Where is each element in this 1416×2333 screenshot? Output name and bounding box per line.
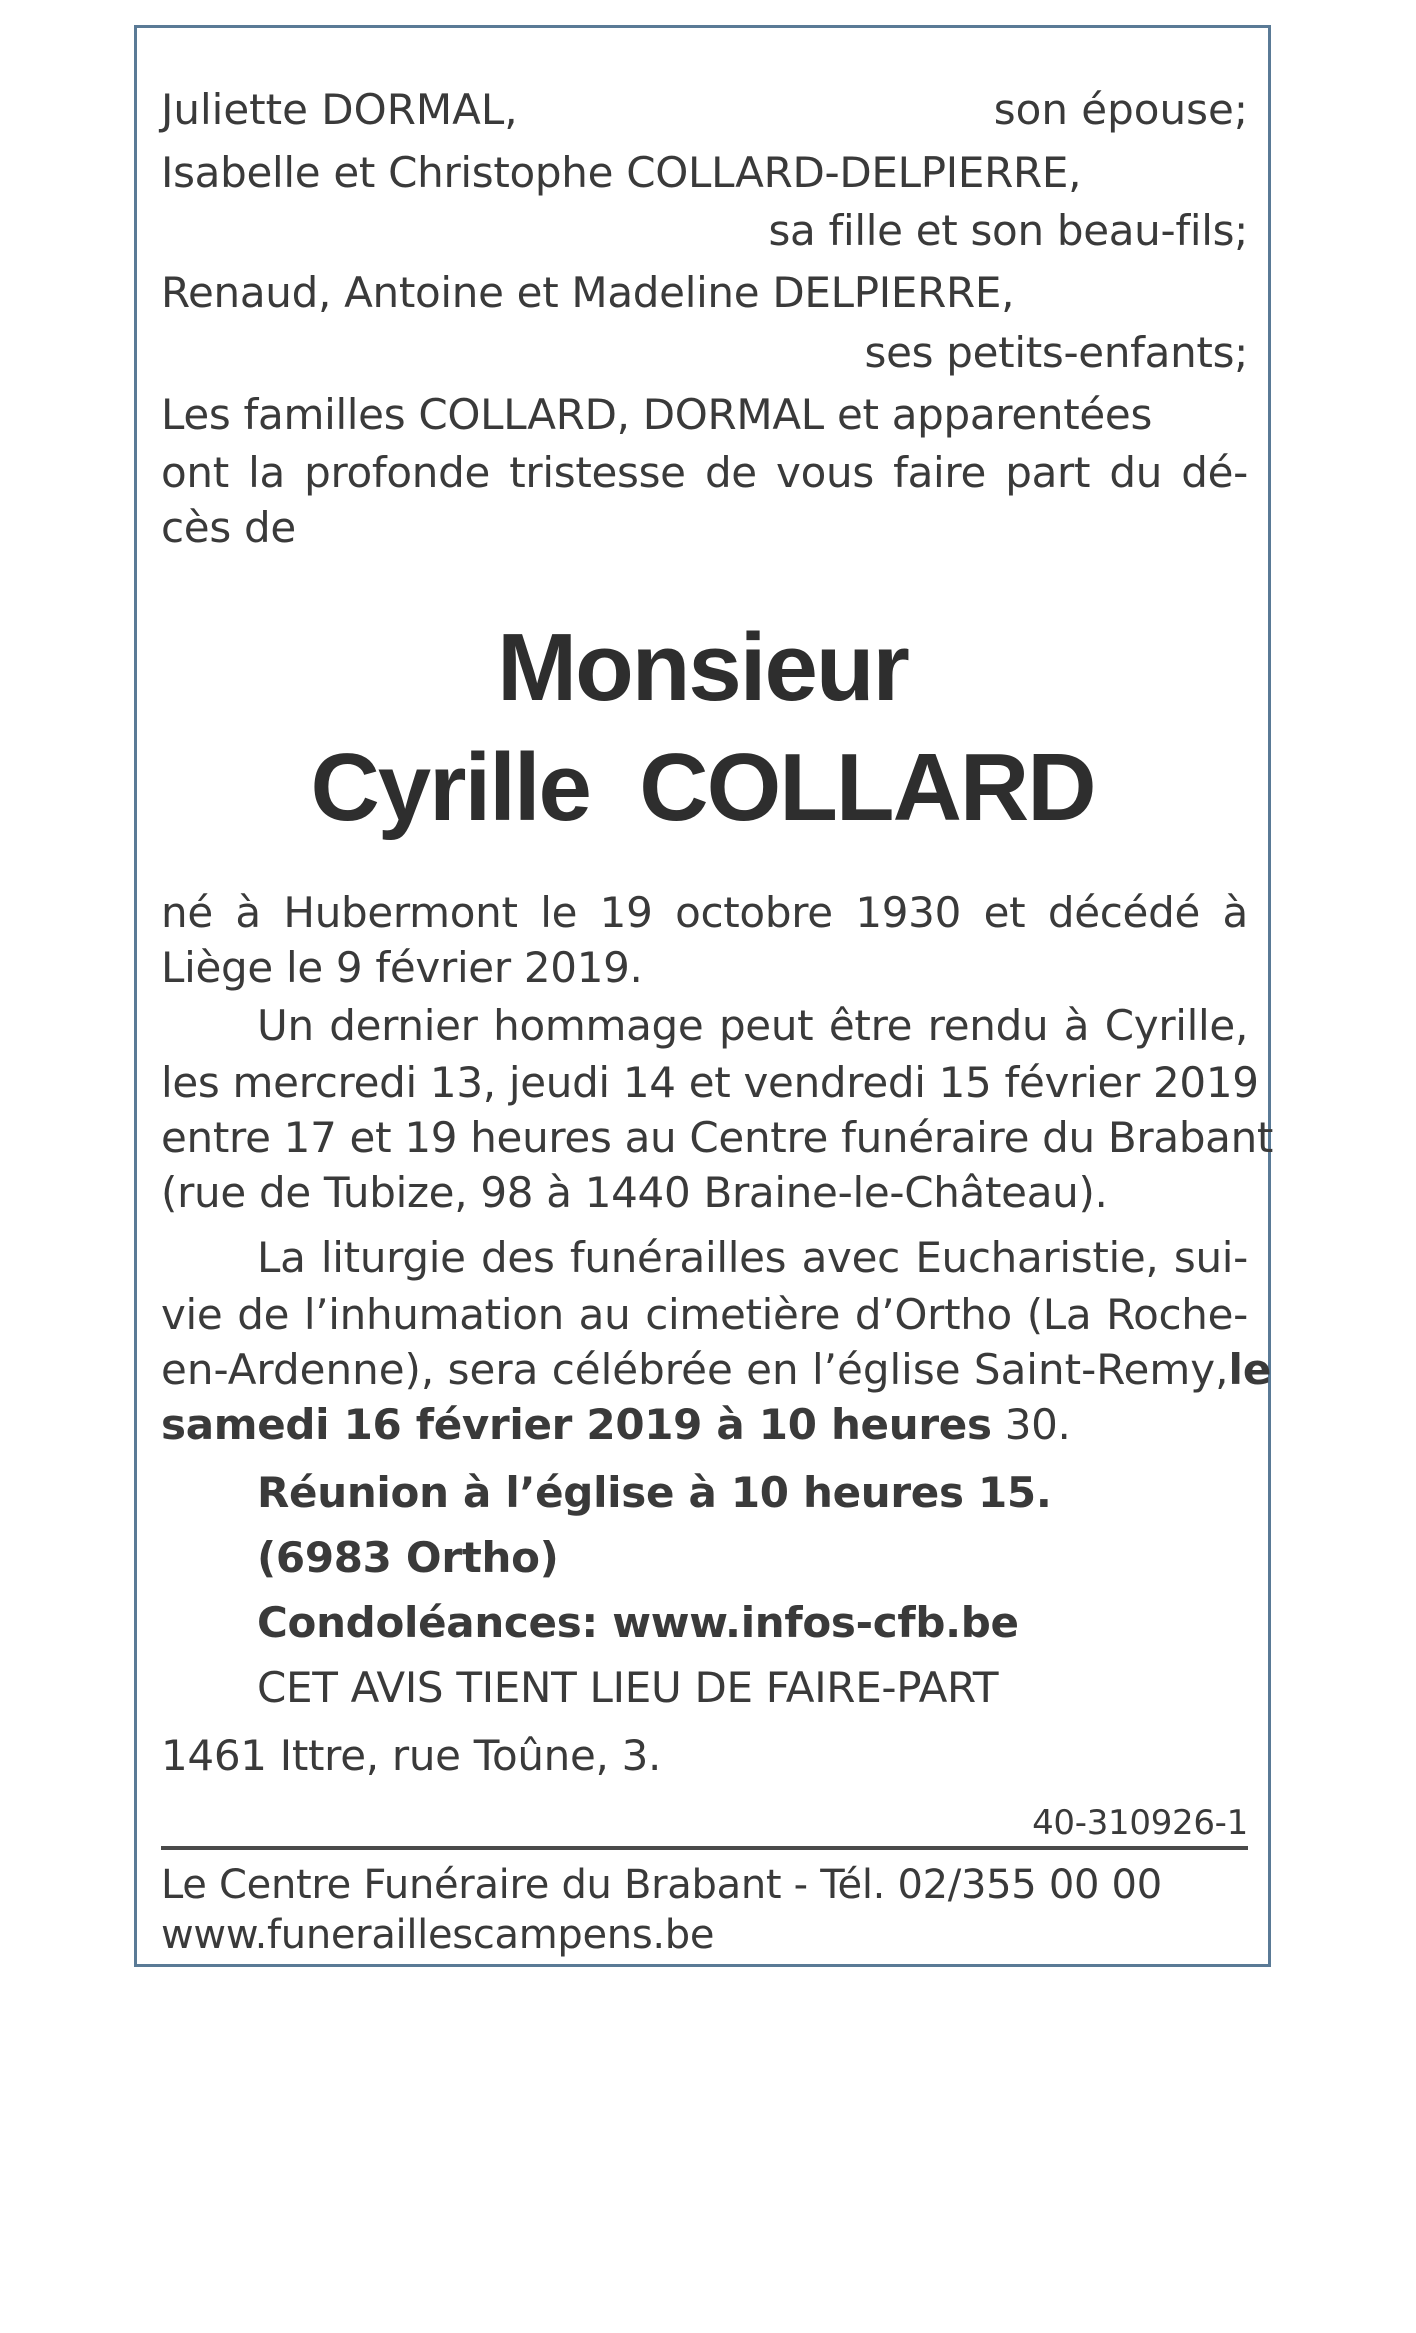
reunion-line: Réunion à l’église à 10 heures 15.	[257, 1468, 1052, 1517]
reference-number: 40-310926-1	[1032, 1803, 1248, 1843]
family-line-announcement: ont la profonde tristesse de vous faire part du dé-	[161, 448, 1248, 497]
family-address: 1461 Ittre, rue Toûne, 3.	[161, 1731, 662, 1780]
tribute-line-4: (rue de Tubize, 98 à 1440 Braine-le-Château).	[161, 1168, 1108, 1217]
family-line-daughter-relation: sa fille et son beau-fils;	[768, 206, 1248, 255]
liturgy-line-1: La liturgie des funérailles avec Eucharistie, sui-	[257, 1233, 1248, 1282]
funeral-home-contact: Le Centre Funéraire du Brabant - Tél. 02/355 00 00	[161, 1862, 1162, 1908]
deceased-title: Monsieur	[497, 614, 908, 721]
liturgy-line-3	[161, 1345, 1272, 1395]
liturgy-date: samedi 16 février 2019 à 10 heures	[161, 1400, 992, 1449]
obituary-notice	[134, 25, 1274, 1967]
liturgy-time-end: 30.	[991, 1400, 1071, 1449]
deceased-name: Cyrille COLLARD	[310, 734, 1095, 841]
family-line-daughter: Isabelle et Christophe COLLARD-DELPIERRE,	[161, 148, 1082, 197]
birth-death-line-2: Liège le 9 février 2019.	[161, 943, 643, 992]
liturgy-line-3-bold: le	[1228, 1345, 1272, 1394]
tribute-line-1: Un dernier hommage peut être rendu à Cyrille,	[257, 1001, 1248, 1050]
spouse-relation: son épouse;	[993, 85, 1248, 134]
liturgy-line-4	[161, 1400, 1248, 1450]
condolences-line: Condoléances: www.infos-cfb.be	[257, 1598, 1019, 1647]
place-line: (6983 Ortho)	[257, 1533, 559, 1582]
notice-statement: CET AVIS TIENT LIEU DE FAIRE-PART	[257, 1663, 999, 1712]
liturgy-line-3-text: en-Ardenne), sera célébrée en l’église Saint-Remy,	[161, 1345, 1229, 1394]
family-line-announcement-end: cès de	[161, 503, 296, 552]
family-line-spouse	[161, 85, 1248, 135]
family-line-grandchildren-relation: ses petits-enfants;	[864, 328, 1248, 377]
tribute-line-2: les mercredi 13, jeudi 14 et vendredi 15 février 2019	[161, 1058, 1259, 1107]
liturgy-line-2: vie de l’inhumation au cimetière d’Ortho (La Roche-	[161, 1290, 1248, 1339]
tribute-line-3: entre 17 et 19 heures au Centre funéraire du Brabant	[161, 1113, 1274, 1162]
family-line-families: Les familles COLLARD, DORMAL et apparentées	[161, 390, 1153, 439]
footer-divider	[161, 1846, 1248, 1850]
spouse-name: Juliette DORMAL,	[161, 85, 518, 134]
birth-death-line-1: né à Hubermont le 19 octobre 1930 et décédé à	[161, 888, 1248, 937]
family-line-grandchildren: Renaud, Antoine et Madeline DELPIERRE,	[161, 268, 1015, 317]
funeral-home-website: www.funeraillescampens.be	[161, 1912, 715, 1958]
